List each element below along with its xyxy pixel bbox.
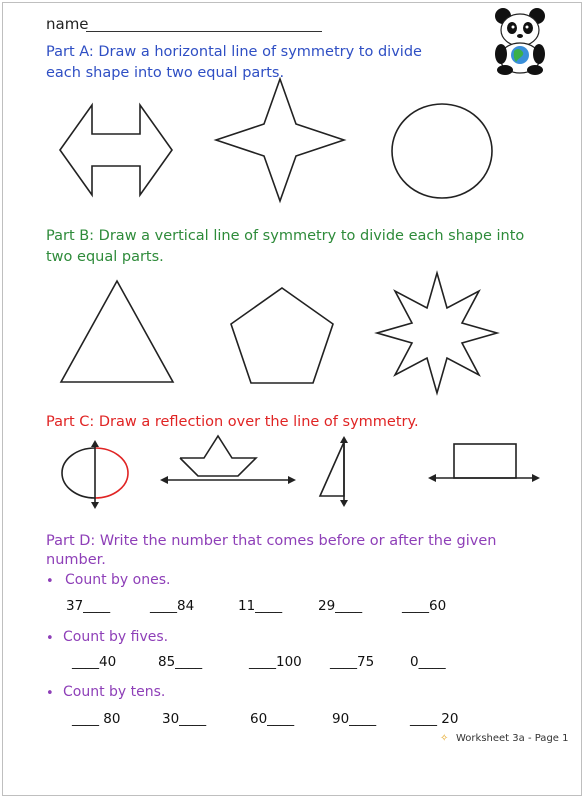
triangle-reflection-shape <box>316 436 350 508</box>
part-d-instruction: Part D: Write the number that comes before or after the given number. <box>46 533 497 568</box>
tens-item-1[interactable]: ____ 80 <box>72 711 121 727</box>
part-a-instruction: Part A: Draw a horizontal line of symmetry to divide each shape into two equal parts. <box>46 44 422 81</box>
ones-item-3[interactable]: 11____ <box>238 598 283 614</box>
ones-item-1[interactable]: 37____ <box>66 598 111 614</box>
part-b-instruction: Part B: Draw a vertical line of symmetry to divide each shape into two equal parts. <box>46 228 525 265</box>
double-arrow-shape <box>60 102 172 198</box>
bullet-fives: • <box>46 631 54 646</box>
count-by-ones-label: Count by ones. <box>65 572 171 588</box>
name-label: name <box>46 15 89 33</box>
fives-item-5[interactable]: 0____ <box>410 654 446 670</box>
footer-page-label: Worksheet 3a - Page 1 <box>456 733 569 744</box>
ones-item-4[interactable]: 29____ <box>318 598 363 614</box>
tens-item-2[interactable]: 30____ <box>162 711 207 727</box>
tens-item-5[interactable]: ____ 20 <box>410 711 459 727</box>
ones-item-5[interactable]: ____60 <box>402 598 447 614</box>
rectangle-reflection-shape <box>428 440 540 486</box>
oval-reflection-shape <box>58 440 134 510</box>
crown-reflection-shape <box>160 432 296 492</box>
name-blank[interactable] <box>86 31 322 32</box>
part-c-instruction: Part C: Draw a reflection over the line of symmetry. <box>46 414 419 430</box>
eight-point-star-shape <box>376 272 498 394</box>
tens-item-4[interactable]: 90____ <box>332 711 377 727</box>
fives-item-1[interactable]: ____40 <box>72 654 117 670</box>
triangle-shape <box>60 280 174 384</box>
panda-logo <box>492 6 548 76</box>
four-point-star-shape <box>216 79 344 201</box>
count-by-tens-label: Count by tens. <box>63 684 166 700</box>
pentagon-shape <box>230 287 334 385</box>
count-by-fives-label: Count by fives. <box>63 629 169 645</box>
fives-item-4[interactable]: ____75 <box>330 654 375 670</box>
sparkle-icon: ✧ <box>440 733 449 744</box>
bullet-tens: • <box>46 686 54 701</box>
circle-shape <box>390 102 494 200</box>
tens-item-3[interactable]: 60____ <box>250 711 295 727</box>
bullet-ones: • <box>46 574 54 589</box>
fives-item-3[interactable]: ____100 <box>249 654 302 670</box>
ones-item-2[interactable]: ____84 <box>150 598 195 614</box>
fives-item-2[interactable]: 85____ <box>158 654 203 670</box>
